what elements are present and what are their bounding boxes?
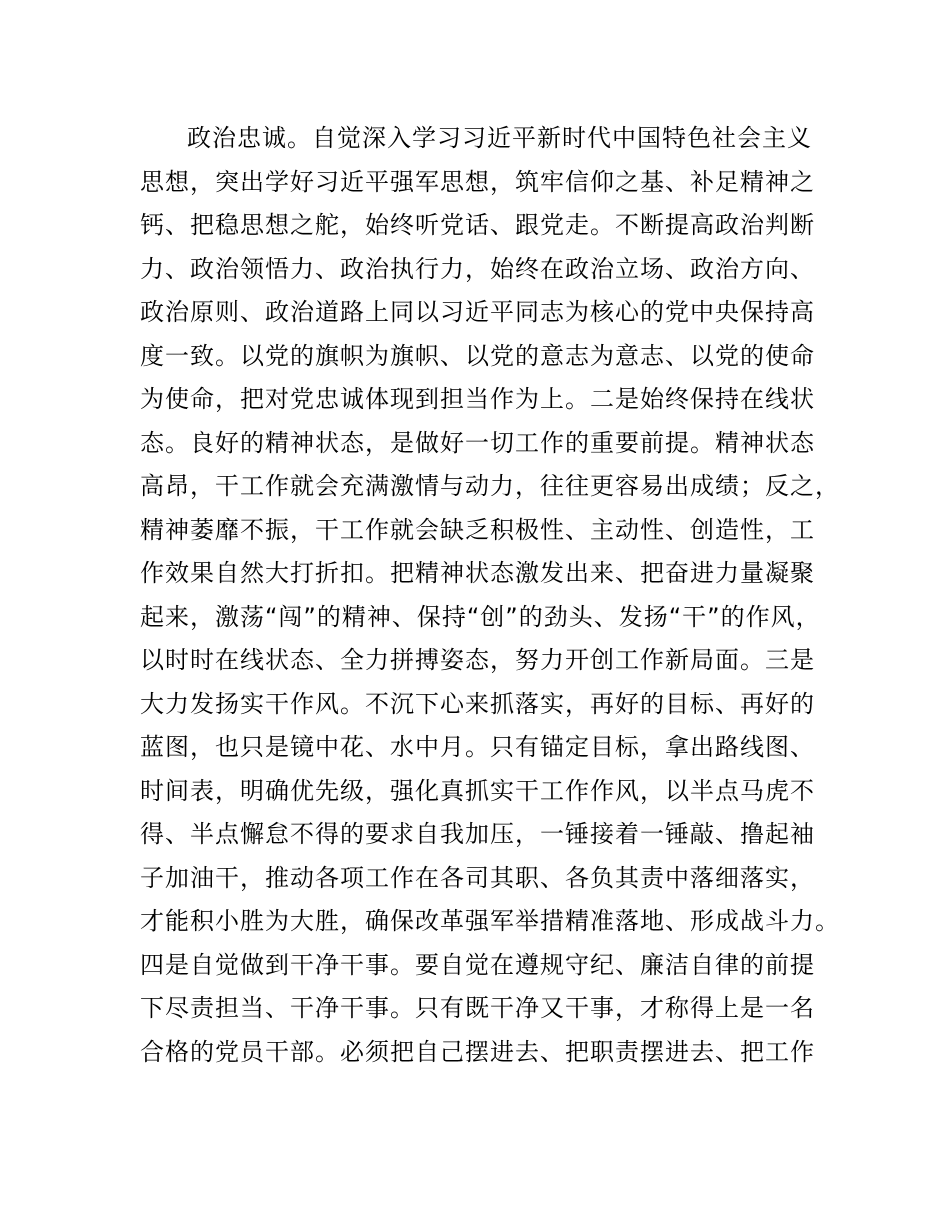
text-line: 钙、把稳思想之舵，始终听党话、跟党走。不断提高政治判断 <box>140 211 815 239</box>
text-line: 态。良好的精神状态，是做好一切工作的重要前提。精神状态 <box>140 428 815 457</box>
text-line: 思想，突出学好习近平强军思想，筑牢信仰之基、补足精神之 <box>140 167 815 196</box>
text-line: 得、半点懈怠不得的要求自我加压，一锤接着一锤敲、撸起袖 <box>140 820 815 848</box>
text-line: 四是自觉做到干净干事。要自觉在遵规守纪、廉洁自律的前提 <box>140 950 815 979</box>
text-line: 合格的党员干部。必须把自己摆进去、把职责摆进去、把工作 <box>140 1037 815 1066</box>
text-line: 蓝图，也只是镜中花、水中月。只有锚定目标，拿出路线图、 <box>140 733 815 761</box>
text-line: 政治原则、政治道路上同以习近平同志为核心的党中央保持高 <box>140 298 815 326</box>
body-text <box>140 117 840 1074</box>
text-line: 作效果自然大打折扣。把精神状态激发出来、把奋进力量凝聚 <box>140 559 815 587</box>
text-line: 下尽责担当、干净干事。只有既干净又干事，才称得上是一名 <box>140 994 815 1022</box>
text-line: 为使命，把对党忠诚体现到担当作为上。二是始终保持在线状 <box>140 385 815 413</box>
text-line: 政治忠诚。自觉深入学习习近平新时代中国特色社会主义 <box>187 124 812 152</box>
text-line: 高昂，干工作就会充满激情与动力，往往更容易出成绩；反之， <box>140 472 840 500</box>
text-line: 时间表，明确优先级，强化真抓实干工作作风，以半点马虎不 <box>140 776 815 805</box>
text-line: 精神萎靡不振，干工作就会缺乏积极性、主动性、创造性，工 <box>140 515 815 544</box>
text-line: 大力发扬实干作风。不沉下心来抓落实，再好的目标、再好的 <box>140 689 815 718</box>
text-line: 以时时在线状态、全力拼搏姿态，努力开创工作新局面。三是 <box>140 646 815 674</box>
text-line: 子加油干，推动各项工作在各司其职、各负其责中落细落实， <box>140 863 815 892</box>
text-line: 起来，激荡“闯”的精神、保持“创”的劲头、发扬“干”的作风， <box>140 602 821 631</box>
text-line: 度一致。以党的旗帜为旗帜、以党的意志为意志、以党的使命 <box>140 341 815 370</box>
text-line: 才能积小胜为大胜，确保改革强军举措精准落地、形成战斗力。 <box>140 907 840 935</box>
text-line: 力、政治领悟力、政治执行力，始终在政治立场、政治方向、 <box>140 254 815 283</box>
